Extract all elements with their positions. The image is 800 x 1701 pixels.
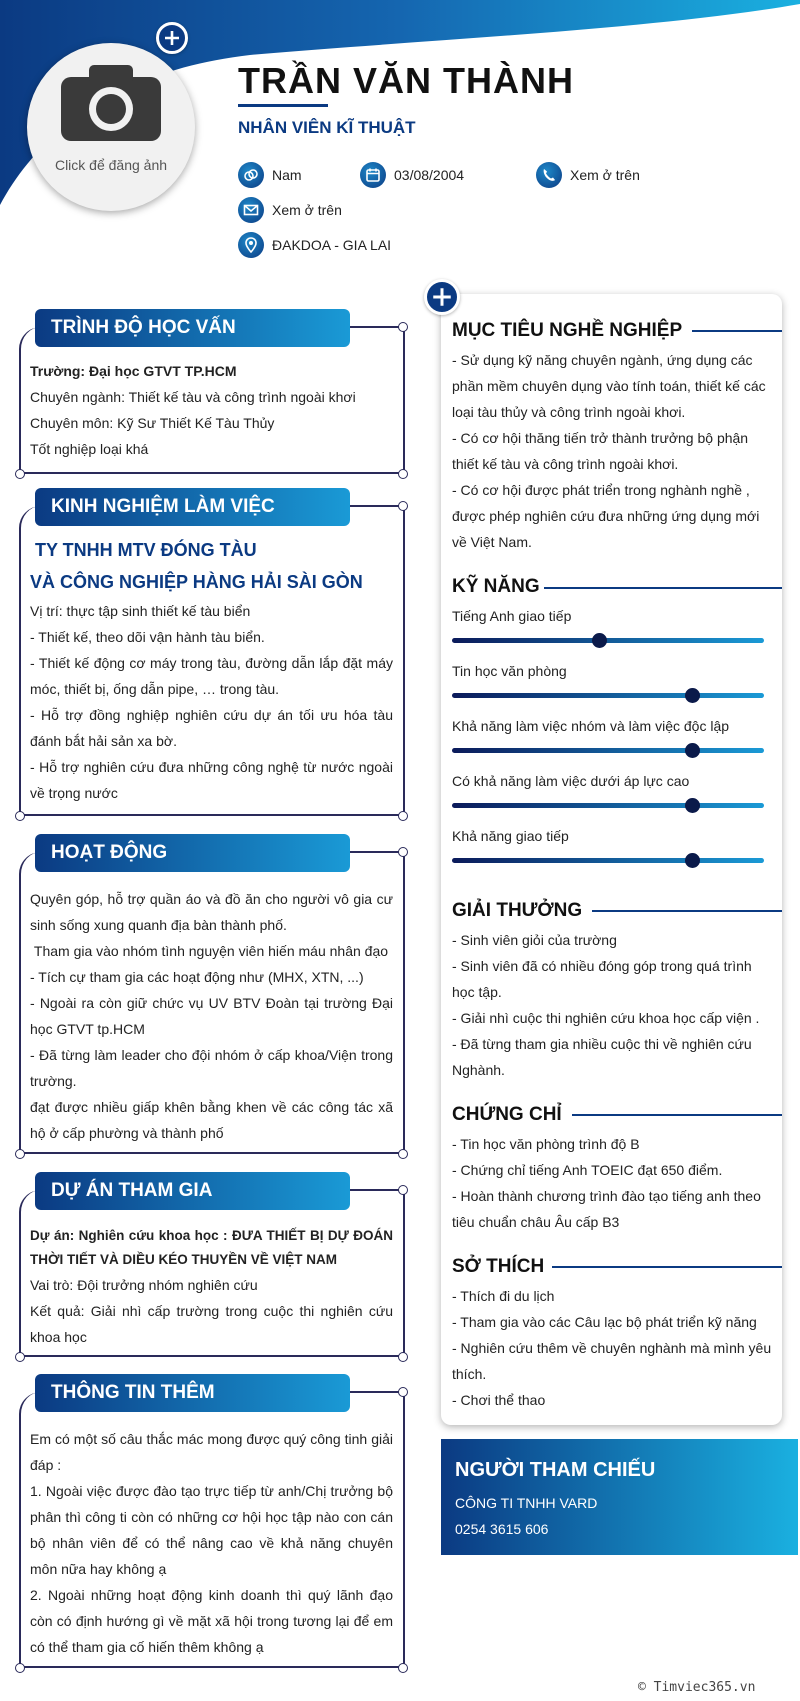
skill-bar [452, 638, 764, 643]
calendar-icon [360, 162, 386, 188]
experience-line: Vị trí: thực tập sinh thiết kế tàu biển [30, 603, 251, 619]
activity-line: - Đã từng làm leader cho đội nhóm ở cấp khoa/Viện trong trường. [30, 1047, 393, 1089]
activity-line: - Ngoài ra còn giữ chức vụ UV BTV Đoàn tại trường Đại học GTVT tp.HCM [30, 995, 393, 1037]
projects-title: DỰ ÁN THAM GIA [35, 1172, 350, 1210]
certificate-line: - Tin học văn phòng trình độ B [452, 1136, 640, 1152]
certificates-title: CHỨNG CHỈ [452, 1104, 562, 1125]
skill-level-handle[interactable] [592, 633, 607, 648]
mail-icon [238, 197, 264, 223]
education-title: TRÌNH ĐỘ HỌC VẤN [35, 309, 350, 347]
skill-bar [452, 803, 764, 808]
skill-bar [452, 748, 764, 753]
skill-label: Tin học văn phòng [452, 663, 567, 679]
objective-title: MỤC TIÊU NGHỀ NGHIỆP [452, 320, 683, 341]
reference-phone: 0254 3615 606 [455, 1521, 549, 1537]
gender-value: Nam [272, 167, 302, 183]
reference-company: CÔNG TI TNHH VARD [455, 1495, 598, 1511]
certificates-text [452, 1131, 772, 1235]
additional-line: 1. Ngoài việc được đào tạo trực tiếp từ anh/Chị trưởng bộ phân thì công ti còn có những cơ hội học tập nào con cán bộ nhân viên để có thể nâng cao về khả năng chuyên môn nữa hay không ạ [30, 1483, 393, 1577]
objective-line: - Có cơ hội thăng tiến trở thành trưởng bộ phận thiết kế tàu và công trình ngoài khơi. [452, 430, 749, 472]
award-line: - Sinh viên giỏi của trường [452, 932, 617, 948]
add-avatar-button[interactable] [156, 22, 188, 54]
hobby-line: - Chơi thể thao [452, 1392, 546, 1408]
skill-bar [452, 858, 764, 863]
additional-info-section [19, 1372, 403, 1668]
phone-value: Xem ở trên [570, 167, 640, 183]
skills-title: KỸ NĂNG [452, 576, 540, 597]
activities-section [19, 832, 403, 1154]
hobbies-rule [552, 1266, 782, 1268]
plus-icon [432, 287, 452, 307]
birthdate-value: 03/08/2004 [394, 167, 465, 183]
skill-bar [452, 693, 764, 698]
add-section-button[interactable] [424, 279, 460, 315]
candidate-name: TRẦN VĂN THÀNH [238, 60, 574, 101]
activity-line: Quyên góp, hỗ trợ quần áo và đồ ăn cho người vô gia cư sinh sống xung quanh địa bàn thành phố. [30, 891, 393, 933]
skills-rule [544, 587, 782, 589]
footer-credit: © Timviec365.vn [638, 1680, 756, 1695]
job-title: NHÂN VIÊN KĨ THUẬT [238, 118, 416, 137]
email-value: Xem ở trên [272, 202, 342, 218]
activity-line: - Tích cự tham gia các hoạt động như (MHX, XTN, ...) [30, 969, 364, 985]
education-school: Trường: Đại học GTVT TP.HCM [30, 363, 237, 379]
awards-text [452, 927, 772, 1083]
hobby-line: - Thích đi du lịch [452, 1288, 555, 1304]
award-line: - Đã từng tham gia nhiều cuộc thi về nghiên cứu Nghành. [452, 1036, 752, 1078]
phone-icon [536, 162, 562, 188]
camera-icon [59, 63, 163, 143]
address-value: ĐAKDOA - GIA LAI [272, 237, 392, 253]
hobby-line: - Nghiên cứu thêm về chuyên nghành mà mình yêu thích. [452, 1340, 772, 1382]
experience-line: - Hỗ trợ nghiên cứu đưa những công nghệ từ nước ngoài về trọng nước [30, 759, 393, 801]
avatar-label: Click để đăng ảnh [54, 157, 168, 173]
project-name: Dự án: Nghiên cứu khoa học : ĐƯA THIẾT BỊ DỰ ĐOÁN THỜI TIẾT VÀ DIỀU KÉO THUYỀN VỀ VIỆT NAM [30, 1228, 393, 1267]
additional-line: Em có một số câu thắc mác mong được quý công tinh giải đáp : [30, 1431, 393, 1473]
awards-rule [592, 910, 782, 912]
certificate-line: - Chứng chỉ tiếng Anh TOEIC đạt 650 điểm. [452, 1162, 723, 1178]
activity-line: đạt được nhiều giấp khên bằng khen về các công tác xã hộ ở cấp phường và thành phố [30, 1099, 393, 1141]
objective-text [452, 347, 772, 555]
education-line: Chuyên môn: Kỹ Sư Thiết Kế Tàu Thủy [30, 415, 275, 431]
activity-line: Tham gia vào nhóm tình nguyện viên hiến máu nhân đạo [30, 943, 389, 959]
awards-title: GIẢI THƯỞNG [452, 900, 583, 921]
location-pin-icon [238, 232, 264, 258]
activities-title: HOẠT ĐỘNG [35, 834, 350, 872]
certificate-line: - Hoàn thành chương trình đào tạo tiếng anh theo tiêu chuẩn châu Âu cấp B3 [452, 1188, 761, 1230]
skill-label: Tiếng Anh giao tiếp [452, 608, 572, 624]
certificates-rule [572, 1114, 782, 1116]
objective-rule [692, 330, 782, 332]
reference-title: NGƯỜI THAM CHIẾU [455, 1459, 656, 1481]
skill-label: Khả năng giao tiếp [452, 828, 569, 844]
education-line: Tốt nghiệp loại khá [30, 441, 149, 457]
skill-label: Có khả năng làm việc dưới áp lực cao [452, 773, 690, 789]
objective-line: - Sử dụng kỹ năng chuyên ngành, ứng dụng các phần mềm chuyên dụng vào tính toán, thiết kế các loại tàu thủy và công trình ngoài khơi. [452, 352, 766, 420]
education-line: Chuyên ngành: Thiết kế tàu và công trình ngoài khơi [30, 389, 356, 405]
reference-box [441, 1439, 798, 1555]
objective-line: - Có cơ hội được phát triển trong nghành nghề , được phép nghiên cứu đưa những ứng dụng mới về Việt Nam. [452, 482, 760, 550]
experience-line: - Hỗ trợ đồng nghiệp nghiên cứu dự án tối ưu hóa tàu đánh bắt hải sản xa bờ. [30, 707, 393, 749]
projects-section [19, 1170, 403, 1357]
company-name-line-2: VÀ CÔNG NGHIỆP HÀNG HẢI SÀI GÒN [30, 572, 363, 592]
gender-icon [238, 162, 264, 188]
award-line: - Giải nhì cuộc thi nghiên cứu khoa học cấp viện . [452, 1010, 760, 1026]
company-name-line-1: TY TNHH MTV ĐÓNG TÀU [30, 540, 257, 560]
experience-line: - Thiết kế, theo dõi vận hành tàu biển. [30, 629, 265, 645]
project-line: Kết quả: Giải nhì cấp trường trong cuộc thi nghiên cứu khoa học [30, 1303, 393, 1345]
experience-line: - Thiết kế động cơ máy trong tàu, đường dẫn lắp đặt máy móc, thiết bị, ống dẫn pipe, … trong tàu. [30, 655, 393, 697]
experience-title: KINH NGHIỆM LÀM VIỆC [35, 488, 350, 526]
skill-label: Khả năng làm việc nhóm và làm việc độc lập [452, 718, 730, 734]
title-rule [238, 104, 328, 107]
experience-section [19, 486, 403, 816]
additional-line: 2. Ngoài những hoạt động kinh doanh thì quý lãnh đạo còn có định hướng gì về mặt xã hội trong tương lại để em có thể tham gia cố hiến thêm không ạ [30, 1587, 393, 1655]
additional-info-title: THÔNG TIN THÊM [35, 1374, 350, 1412]
plus-icon [164, 30, 180, 46]
project-line: Vai trò: Đội trưởng nhóm nghiên cứu [30, 1277, 258, 1293]
hobbies-text [452, 1283, 772, 1413]
avatar-upload[interactable] [27, 43, 195, 211]
education-section [19, 307, 403, 474]
award-line: - Sinh viên đã có nhiều đóng góp trong quá trình học tập. [452, 958, 752, 1000]
hobby-line: - Tham gia vào các Câu lạc bộ phát triển kỹ năng [452, 1314, 757, 1330]
hobbies-title: SỞ THÍCH [452, 1256, 545, 1277]
